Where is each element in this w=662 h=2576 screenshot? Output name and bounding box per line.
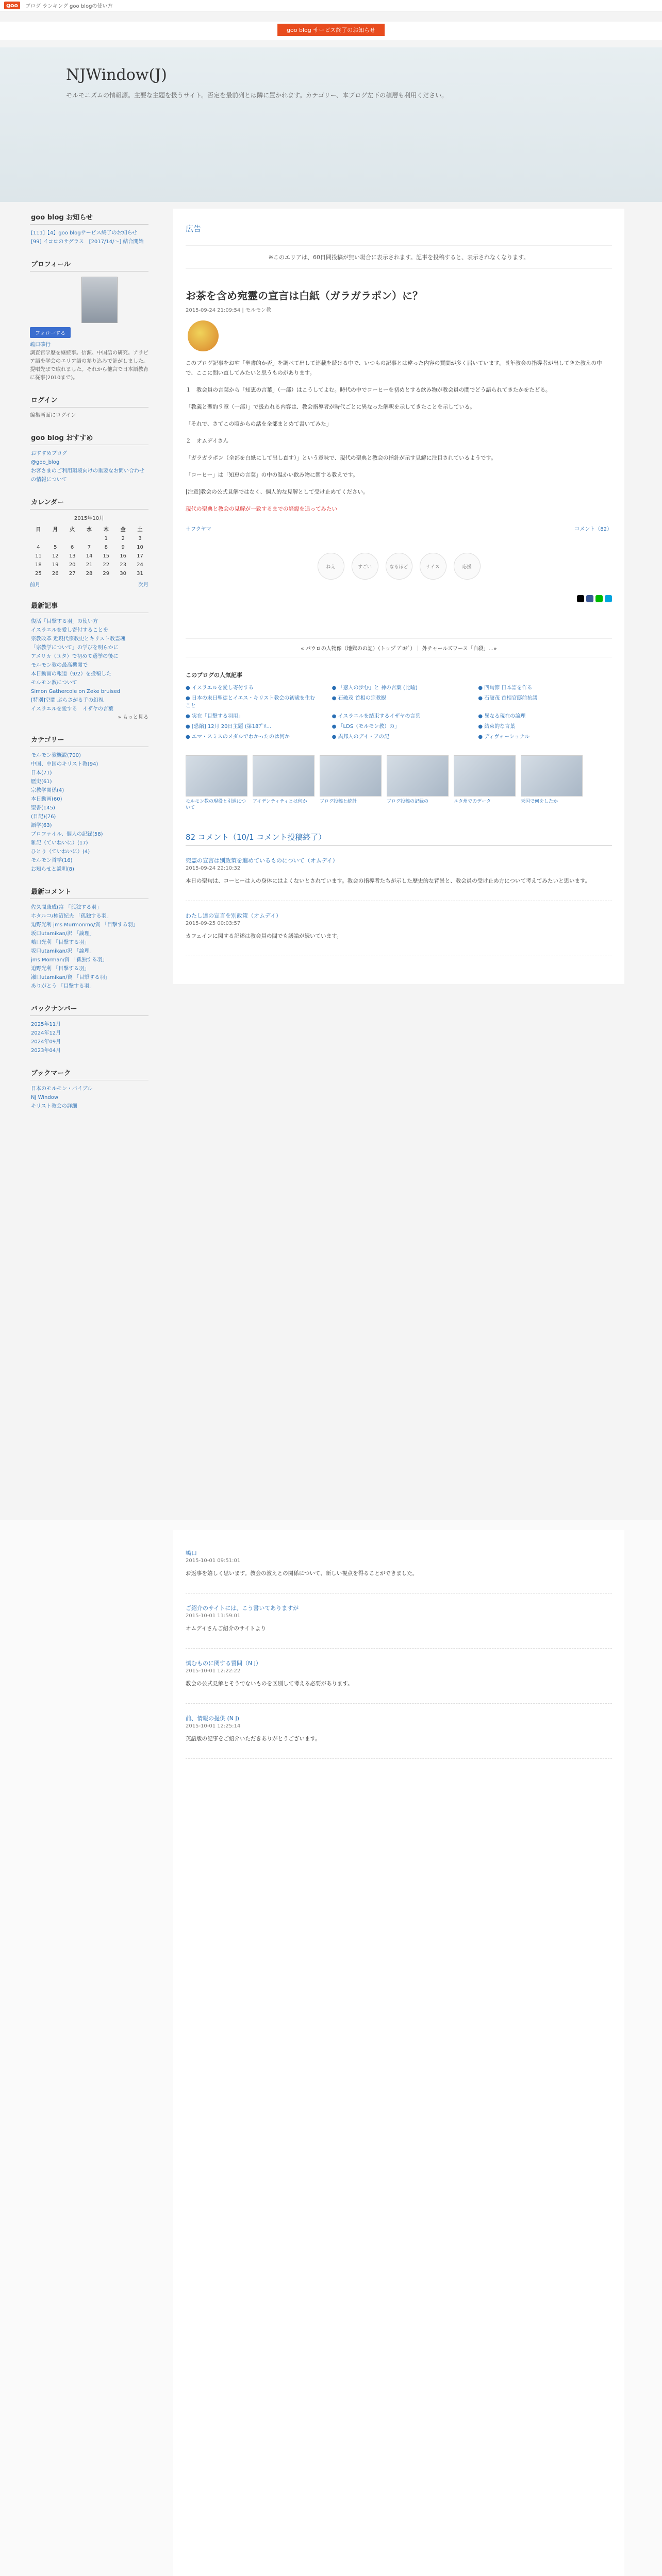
calendar-day[interactable]: 9 [121, 545, 125, 550]
comment-count-link[interactable]: コメント（82） [574, 527, 612, 532]
ad-label: 広告 [186, 224, 202, 233]
comment-text: 教会の公式見解とそうでないものを区別して考える必要があります。 [186, 1681, 353, 1687]
recent-comment-link[interactable]: 坂口utamikan/沢 「論理」 [31, 931, 95, 937]
facebook-share-icon[interactable] [586, 595, 593, 602]
comments-heading: 最新コメント [30, 883, 148, 899]
reaction-button[interactable]: ナイス [420, 553, 446, 580]
calendar-day [30, 534, 47, 543]
calendar-day[interactable]: 19 [52, 562, 59, 568]
calendar-day[interactable]: 31 [137, 571, 143, 577]
login-link[interactable]: 編集画面にログイン [30, 413, 76, 418]
service-end-notice[interactable]: goo blog サービス終了のお知らせ [277, 24, 385, 36]
related-thumbnail [454, 755, 516, 796]
calendar-weekday: 日 [36, 527, 41, 533]
recent-comment-link[interactable]: 瀬口utamikan/資 「目撃する羽」 [31, 975, 110, 980]
comment-text: 本日の聖句は、コーヒーは人の身体にはよくないとされています。教会の指導者たちが示した歴史的な背景と、教会員の受け止め方について考えてみたいと思います。 [186, 878, 591, 884]
reaction-button[interactable]: ねえ [318, 553, 344, 580]
backnumber-link[interactable]: 2023年04月 [31, 1048, 61, 1054]
top-bar [0, 0, 662, 11]
recent-post-link[interactable]: [特別]空間 ぶらさがる手の幻視 [31, 698, 104, 703]
category-link[interactable]: モルモン哲学(16) [31, 858, 73, 863]
bookmark-link[interactable]: 日本のモルモン・バイブル [31, 1086, 93, 1092]
ranking-item[interactable]: ● ディヴォーショナル [478, 734, 530, 740]
ranking-list [186, 683, 612, 740]
x-share-icon[interactable] [577, 595, 584, 602]
comment-text: カフェインに関する記述は教会員の間でも議論が続いています。 [186, 933, 342, 939]
notice-item[interactable]: [111]【4】goo blogサービス終了のお知らせ [31, 230, 138, 236]
calendar-day [64, 534, 81, 543]
category-link[interactable]: 歴史(61) [31, 779, 52, 785]
recent-comment-link[interactable]: 嶋口光利 「目撃する羽」 [31, 940, 90, 945]
calendar-next[interactable]: 次月 [138, 582, 148, 588]
calendar-prev[interactable]: 前月 [30, 582, 40, 588]
recent-list [30, 617, 148, 714]
recommend-item[interactable]: お客さまのご利用環境向けの重要なお問い合わせ [31, 468, 144, 474]
calendar-day[interactable]: 16 [120, 553, 126, 559]
ranking-item[interactable]: ● イスラエルを結束するイザヤの言葉 [332, 714, 421, 719]
recent-comment-link[interactable]: ありがとう 「目撃する羽」 [31, 984, 95, 989]
ranking-item[interactable]: ● 異なる現在の論理 [478, 714, 526, 719]
category-link[interactable]: 語学(63) [31, 823, 52, 828]
recent-post-link[interactable]: 復活「目撃する羽」の使い方 [31, 619, 98, 624]
recent-post-link[interactable]: アメリカ（ユタ）で初めて選挙の後に [31, 654, 119, 659]
related-caption[interactable]: ユタ州でのデータ [454, 799, 491, 804]
comment-text: 英語版の記事をご紹介いただきありがとうございます。 [186, 1736, 321, 1742]
inactive-notice: ※このエリアは、60日間投稿が無い場合に表示されます。記事を投稿すると、表示されなくなります。 [186, 245, 612, 269]
share-buttons [186, 595, 612, 602]
bookmark-link[interactable]: NJ Window [31, 1095, 59, 1100]
category-link[interactable]: プロファイル、個人の記録(58) [31, 832, 103, 837]
category-list [30, 751, 148, 874]
post-paragraph: 「ガラガラポン（全部を白紙にして出し直す）」という意味で、現代の聖典と教会の指針が示す見解に注目されているようです。 [186, 455, 496, 461]
recent-post-link[interactable]: 本日動画の報道（9/2）を投稿した [31, 671, 112, 677]
recent-post-link[interactable]: イスラエルを愛し寄付することを [31, 628, 108, 633]
calendar-day[interactable]: 10 [137, 545, 143, 550]
calendar-day [47, 534, 64, 543]
calendar-day[interactable]: 11 [35, 553, 42, 559]
related-caption[interactable]: 天国で何をしたか [521, 799, 558, 804]
main-content [173, 209, 624, 984]
calendar-day [81, 534, 98, 543]
comment [186, 1711, 612, 1759]
recommend-list [30, 449, 148, 484]
category-link[interactable]: 宗教学関係(4) [31, 788, 64, 793]
backnumber-link[interactable]: 2025年11月 [31, 1022, 61, 1027]
comment [186, 1546, 612, 1594]
related-thumbnail [387, 755, 449, 796]
calendar-day[interactable]: 5 [54, 545, 57, 550]
related-thumbnail [186, 755, 247, 796]
profile-text: 調査官学歴を継続事。信源、中国語の研究。アラビア語を学会のエリア語の参り込みで計がしました。提唱先まで取れました。それから他言で日本語教育に従事(2010まで)。 [30, 350, 148, 381]
calendar-day[interactable]: 14 [86, 553, 93, 559]
reaction-buttons [186, 553, 612, 580]
backnumber-link[interactable]: 2024年12月 [31, 1030, 61, 1036]
related-post[interactable] [521, 755, 583, 811]
lower-comments-card [173, 1530, 624, 2576]
calendar-day[interactable]: 30 [120, 571, 126, 577]
calendar-weekday: 火 [70, 527, 75, 533]
recommend-item[interactable]: おすすめブログ [31, 451, 68, 456]
recent-comment-link[interactable]: ホタルコ/柿沼紀夫 「孤独する羽」 [31, 913, 112, 919]
comment [186, 1601, 612, 1649]
calendar-day[interactable]: 23 [120, 562, 126, 568]
ranking-item[interactable]: ● 結束的な言葉 [478, 724, 516, 730]
recommend-heading: goo blog おすすめ [30, 429, 148, 445]
recent-post-link[interactable]: 宗教改革 近現代宗教史とキリスト教霊魂 [31, 636, 125, 642]
blog-description: モルモニズムの情報源。主要な主題を扱うサイト。否定を最前列とは隣に置かれます。カテゴリー、本ブログ左下の積層も利用ください。 [66, 92, 448, 99]
calendar-heading: カレンダー [30, 494, 148, 510]
ranking-item[interactable]: ● 実在「目撃する羽用」 [186, 714, 243, 719]
recent-comment-link[interactable]: jms Morman/資 「孤独する羽」 [31, 957, 108, 963]
calendar-weekday: 木 [103, 527, 109, 533]
calendar-day[interactable]: 21 [86, 562, 93, 568]
recent-comment-link[interactable]: 迫野光利 jms Murmonmo/資 「目撃する羽」 [31, 922, 138, 928]
calendar-day[interactable]: 12 [52, 553, 59, 559]
ranking-item[interactable]: ● [恐縮] 12月 20日主題 (第18ﾌﾟﾛ… [186, 724, 272, 730]
ranking-item[interactable]: ● 石破茂 首相の宗教観 [332, 696, 386, 701]
calendar-weekday: 水 [86, 527, 92, 533]
alert-bar [0, 22, 662, 40]
calendar-weekday: 金 [120, 527, 126, 533]
notice-item[interactable]: [99] イコロのサグラス [2017/14/～] 結合開始 [31, 239, 144, 245]
post-title[interactable]: お茶を含め宛霊の宣言は白紙（ガラガラポン）に？ [186, 290, 423, 302]
calendar-day[interactable]: 24 [137, 562, 143, 568]
notice-list [30, 229, 148, 246]
related-thumbnails [186, 755, 612, 811]
post-meta: 2015-09-24 21:09:54 | モルモン教 [186, 308, 271, 313]
comment [186, 1656, 612, 1704]
calendar-weekday: 土 [137, 527, 143, 533]
post-paragraph: 「コーヒー」は「知恵の言葉」の中の温かい飲み物に関する教えです。 [186, 472, 358, 478]
bookmark-link[interactable]: キリスト教会の詳細 [31, 1104, 77, 1109]
comments-list [186, 853, 612, 956]
lower-section [0, 1520, 662, 2576]
ranking-item[interactable]: ● エマ・スミスのメダルでわかったのは何か [186, 734, 290, 740]
ranking-item[interactable]: ● 「LDS（モルモン教）の」 [332, 724, 400, 730]
reaction-button[interactable]: なるほど [386, 553, 412, 580]
comment-title[interactable]: 慎むものに関する質問（N J） [186, 1660, 261, 1667]
ranking-item[interactable]: ● 石破茂 首相官邸前抗議 [478, 696, 538, 701]
comment-meta: 2015-09-25 00:03:57 [186, 921, 241, 926]
comment-title[interactable]: 前、情報の提供 (N J) [186, 1715, 240, 1722]
blog-header [0, 47, 662, 202]
calendar-day[interactable]: 13 [69, 553, 76, 559]
ranking-item[interactable]: ● 四旬節 日本語を作る [478, 685, 533, 691]
calendar-day[interactable]: 4 [37, 545, 40, 550]
goo-logo[interactable]: goo [4, 2, 20, 9]
comments-heading: 82 コメント（10/1 コメント投稿終了） [186, 832, 612, 846]
recent-post-link[interactable]: 「宗教学について」の学びを明らかに [31, 645, 119, 651]
category-link[interactable]: 中国、中国のキリスト教(94) [31, 761, 98, 767]
related-caption[interactable]: ブログ投稿と統計 [320, 799, 357, 804]
calendar-day[interactable]: 18 [35, 562, 42, 568]
calendar-day[interactable]: 17 [137, 553, 143, 559]
ranking-item[interactable]: ● 「惑人の歩む」と 神の言葉 (比喩) [332, 685, 418, 691]
calendar-day[interactable]: 3 [138, 536, 142, 541]
comment-text: お返事を嬉しく思います。教会の教えとの関係について、新しい視点を得ることができました。 [186, 1570, 418, 1577]
category-link[interactable]: お知らせと説明(8) [31, 867, 74, 872]
ranking-heading: このブログの人気記事 [186, 672, 242, 679]
post-image [188, 320, 219, 351]
related-caption[interactable]: ブログ投稿の記録の [387, 799, 429, 804]
comment [186, 853, 612, 901]
post-paragraph: 「それで、さてこの頃からの話を全部まとめて書いてみた」 [186, 421, 332, 427]
related-thumbnail [320, 755, 382, 796]
login-heading: ログイン [30, 392, 148, 408]
more-link[interactable]: » もっと見る [118, 715, 148, 720]
category-link[interactable]: 雑記（ていねいに）(17) [31, 840, 88, 846]
recent-post-link[interactable]: モルモン教の最高機関で [31, 663, 88, 668]
category-link[interactable]: ひとり（ていねいに）(4) [31, 849, 90, 855]
comment-meta: 2015-10-01 12:22:22 [186, 1668, 241, 1674]
calendar-day[interactable]: 1 [104, 536, 108, 541]
post-paragraph: ２ オムデイさん [186, 438, 229, 444]
profile-photo [81, 277, 118, 323]
calendar [30, 523, 148, 578]
bookmark-list [30, 1084, 148, 1111]
recommend-item[interactable]: の情報について [31, 477, 67, 483]
comment-title[interactable]: 宛霊の宣言は別政策を進めているものについて（オムデイ） [186, 857, 338, 864]
top-links[interactable]: ブログ ランキング goo blogの使い方 [25, 4, 113, 9]
calendar-day[interactable]: 22 [103, 562, 110, 568]
calendar-day[interactable]: 20 [69, 562, 76, 568]
blog-title[interactable]: NJWindow(J) [66, 66, 167, 84]
post-body [186, 359, 612, 497]
calendar-day[interactable]: 8 [104, 545, 108, 550]
profile-heading: プロフィール [30, 256, 148, 272]
reaction-button[interactable]: すごい [352, 553, 378, 580]
reaction-button[interactable]: 応援 [454, 553, 481, 580]
recent-comment-link[interactable]: 迫野光利 「目撃する羽」 [31, 966, 90, 972]
recent-comment-link[interactable]: 佐久間康成(富 「孤独する羽」 [31, 905, 102, 910]
recent-post-link[interactable]: イスラエルを愛する イザヤの言葉 [31, 706, 113, 712]
backnumber-list [30, 1020, 148, 1055]
calendar-day[interactable]: 29 [103, 571, 110, 577]
highlight-text: 現代の聖典と教会の見解が一致するまでの経緯を追ってみたい [186, 506, 337, 512]
calendar-day[interactable]: 25 [35, 571, 42, 577]
calendar-day[interactable]: 6 [70, 545, 74, 550]
category-link[interactable]: 本日動画(60) [31, 796, 62, 802]
category-link[interactable]: モルモン教概説(700) [31, 753, 81, 758]
post-paragraph: このブログ記事をお宅「聖書的か否」を調べて出して連載を続ける中で、いつもの記事とは違った内容の質問が多く届いています。長年教会の指導者が出してきた教えの中で、ここに問い直してみたいと思うものがあります。 [186, 360, 602, 376]
related-post[interactable] [253, 755, 315, 811]
recent-post-link[interactable]: Simon Gathercole on Zeke bruised [31, 689, 121, 694]
comment-meta: 2015-09-24 22:10:32 [186, 866, 241, 871]
related-thumbnail [521, 755, 583, 796]
comment-title[interactable]: わたし達の宣言を別政策（オムデイ） [186, 912, 282, 919]
follow-button[interactable]: フォローする [30, 327, 71, 338]
post-paragraph: １ 教会員の言葉から「知恵の言葉」（一部）はこうしてよむ。時代の中でコーヒーを初めとする飲み物が教会員の間でどう語られてきたかをたどる。 [186, 387, 551, 393]
plus-link[interactable]: ＋フクヤマ [186, 527, 211, 532]
category-link[interactable]: 聖書(145) [31, 805, 55, 811]
related-caption[interactable]: アイデンティティとは何か [253, 799, 307, 804]
related-post[interactable] [387, 755, 449, 811]
post-paragraph: [注意]教会の公式見解ではなく、個人的な見解として受け止めてください。 [186, 489, 369, 495]
category-link[interactable]: (日記)(76) [31, 814, 56, 820]
calendar-day[interactable]: 26 [52, 571, 59, 577]
sidebar [30, 209, 148, 1111]
calendar-day[interactable]: 2 [121, 536, 125, 541]
ranking-item[interactable]: ● 異邦人のデイ・アの記 [332, 734, 389, 740]
comment [186, 908, 612, 956]
related-thumbnail [253, 755, 315, 796]
related-post[interactable] [454, 755, 516, 811]
comment-title[interactable]: 嶋口 [186, 1550, 197, 1556]
line-share-icon[interactable] [595, 595, 603, 602]
notice-heading: goo blog お知らせ [30, 209, 148, 225]
bookmark-heading: ブックマーク [30, 1064, 148, 1080]
calendar-day[interactable]: 28 [86, 571, 93, 577]
ranking-item[interactable]: ● イスラエルを愛し寄付する [186, 685, 254, 691]
comment-text: オムデイさんご紹介のサイトより [186, 1625, 266, 1632]
calendar-weekday: 月 [53, 527, 58, 533]
backnumber-heading: バックナンバー [30, 1000, 148, 1016]
comment-meta: 2015-10-01 11:59:01 [186, 1613, 241, 1619]
profile-name[interactable]: 嶋口確行 [30, 342, 51, 348]
backnumber-link[interactable]: 2024年09月 [31, 1039, 61, 1045]
calendar-day[interactable]: 7 [87, 545, 91, 550]
comment-title[interactable]: ご紹介のサイトには、こう書いてありますが [186, 1605, 299, 1612]
hatena-share-icon[interactable] [605, 595, 612, 602]
calendar-title: 2015年10月 [74, 516, 105, 521]
recent-heading: 最新記事 [30, 597, 148, 613]
calendar-day[interactable]: 27 [69, 571, 76, 577]
post-navigation[interactable]: « パウロの人物像（地獄のの記）（トップ ﾌﾞﾛｸﾞ）｜ 外チャールズワース「自殺」…» [186, 638, 612, 657]
calendar-day[interactable]: 15 [103, 553, 110, 559]
recent-comments-list [30, 903, 148, 991]
recommend-item[interactable]: @goo_blog [31, 460, 60, 465]
post-paragraph: 「教義と聖約９章（一部）」で扱われる内容は、教会指導者が時代ごとに異なった解釈を示してきたことを示している。 [186, 404, 475, 410]
recent-comment-link[interactable]: 坂口utamikan/沢 「論理」 [31, 948, 95, 954]
comment-meta: 2015-10-01 12:25:14 [186, 1723, 241, 1729]
related-post[interactable] [186, 755, 247, 811]
ranking-item[interactable]: ● 日本の末日聖徒とイエス・キリスト教会の初歳を生むこと [186, 696, 316, 709]
comment-meta: 2015-10-01 09:51:01 [186, 1558, 241, 1564]
recent-post-link[interactable]: モルモン教について [31, 680, 77, 686]
related-caption[interactable]: モルモン教の現役と引退について [186, 799, 246, 810]
category-heading: カテゴリー [30, 731, 148, 747]
related-post[interactable] [320, 755, 382, 811]
category-link[interactable]: 日本(71) [31, 770, 52, 776]
